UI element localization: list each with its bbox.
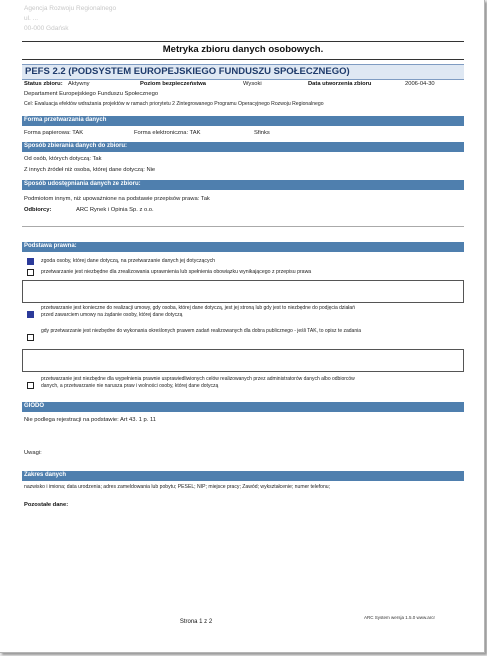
section-title: Sposób udostępniania danych ze zbioru: bbox=[24, 181, 141, 187]
faded-header-line: Agencja Rozwoju Regionalnego bbox=[24, 5, 117, 12]
section-bar-giodo bbox=[22, 402, 464, 412]
security-label: Poziom bezpieczeństwa bbox=[140, 81, 207, 87]
page-number: Strona 1 z 2 bbox=[179, 619, 213, 625]
legal-checkbox-public[interactable] bbox=[27, 334, 34, 341]
legal-item: przed zawarciem umowy na żądanie osoby, której dane dotyczą bbox=[41, 312, 183, 318]
recipients-label: Odbiorcy: bbox=[24, 207, 52, 213]
legal-item: zgoda osoby, której dane dotyczą, na przetwarzanie danych jej dotyczących bbox=[41, 258, 216, 264]
goal: Cel: Ewaluacja efektów wdrażania projektów w ramach priorytetu 2 Zintegrowanego Programu Operacyjnego Rozwoju Regionalnego bbox=[24, 101, 324, 107]
scope-fields: nazwisko i imiona; data urodzenia; adres zameldowania lub pobytu; PESEL; NIP; miejsce pracy; Zawód; wykształcenie; numer telefonu; bbox=[24, 484, 331, 490]
legal-item: gdy przetwarzanie jest niezbędne do wykonania określonych prawem zadań realizowanych dla dobra publicznego - jeśli TAK, to opisz te zadania bbox=[41, 328, 361, 334]
section-bar-legal bbox=[22, 242, 464, 252]
faded-header-line: ul. ... bbox=[24, 15, 39, 22]
status-value: Aktywny bbox=[68, 81, 90, 87]
legal-item: przetwarzanie jest niezbędne dla zrealizowania uprawnienia lub spełnienia obowiązku wynikającego z przepisu prawa bbox=[41, 269, 312, 275]
set-name: PEFS 2.2 (PODSYSTEM EUROPEJSKIEGO FUNDUSZU SPOŁECZNEGO) bbox=[25, 66, 350, 77]
faded-header bbox=[24, 4, 116, 34]
section-bar-collection bbox=[22, 142, 464, 152]
public-tasks-box[interactable] bbox=[22, 349, 464, 372]
giodo-line: Nie podlega rejestracji na podstawie: Art 43. 1 p. 11 bbox=[24, 417, 157, 423]
created-label: Data utworzenia zbioru bbox=[308, 81, 372, 87]
paper-form: Forma papierowa: TAK bbox=[24, 130, 84, 136]
status-label: Status zbioru: bbox=[24, 81, 63, 87]
security-value: Wysoki bbox=[243, 81, 262, 87]
section-title: Zakres danych bbox=[24, 472, 67, 478]
section-title: Forma przetwarzania danych bbox=[24, 117, 107, 123]
faded-header-line: 00-000 Gdańsk bbox=[24, 25, 69, 32]
collection-line: Od osób, których dotyczą: Tak bbox=[24, 156, 102, 162]
electronic-form: Forma elektroniczna: TAK bbox=[134, 130, 201, 136]
other-data-label: Pozostałe dane: bbox=[24, 502, 69, 508]
section-title: GIODO bbox=[24, 403, 45, 409]
section-title: Sposób zbierania danych do zbioru: bbox=[24, 143, 128, 149]
section-bar-scope bbox=[22, 471, 464, 481]
section-title: Podstawa prawna: bbox=[24, 243, 77, 249]
recipients-value: ARC Rynek i Opinia Sp. z o.o. bbox=[76, 207, 154, 213]
title-top-rule bbox=[22, 41, 464, 42]
system-version: ARC System wersja 1.5.0 www.arcr bbox=[364, 615, 436, 620]
created-value: 2006-04-30 bbox=[405, 81, 435, 87]
document-title: Metryka zbioru danych osobowych. bbox=[162, 44, 324, 55]
title-bottom-rule bbox=[22, 59, 464, 60]
department: Departament Europejskiego Funduszu Społecznego bbox=[24, 91, 159, 97]
sharing-line: Podmiotom innym, niż upoważnione na podstawie przepisów prawa: Tak bbox=[24, 196, 210, 202]
legal-checkbox-legitimate[interactable] bbox=[27, 382, 34, 389]
legal-item: przetwarzanie jest niezbędne dla wypełnienia prawnie usprawiedliwionych celów realizowanych przez administratorów danych albo odbiorców bbox=[41, 376, 355, 382]
legal-checkbox-consent[interactable] bbox=[27, 258, 34, 265]
set-name-band bbox=[22, 64, 464, 80]
system-name: Sfinks bbox=[254, 130, 270, 136]
legal-checkbox-contract[interactable] bbox=[27, 311, 34, 318]
legal-checkbox-law[interactable] bbox=[27, 269, 34, 276]
legal-item: danych, a przetwarzanie nie narusza praw i wolności osoby, której dane dotyczą bbox=[41, 383, 219, 389]
section-bar-processing bbox=[22, 116, 464, 126]
legal-description-box[interactable] bbox=[22, 280, 464, 303]
legal-item: przetwarzanie jest konieczne do realizacji umowy, gdy osoba, której dane dotyczą, jest jej stroną lub gdy jest to niezbędne do podjęcia działań bbox=[41, 305, 355, 311]
section-bar-sharing bbox=[22, 180, 464, 190]
divider bbox=[22, 226, 464, 227]
remarks-label: Uwagi: bbox=[24, 450, 42, 456]
collection-line: Z innych źródeł niż osoba, której dane dotyczą: Nie bbox=[24, 167, 156, 173]
